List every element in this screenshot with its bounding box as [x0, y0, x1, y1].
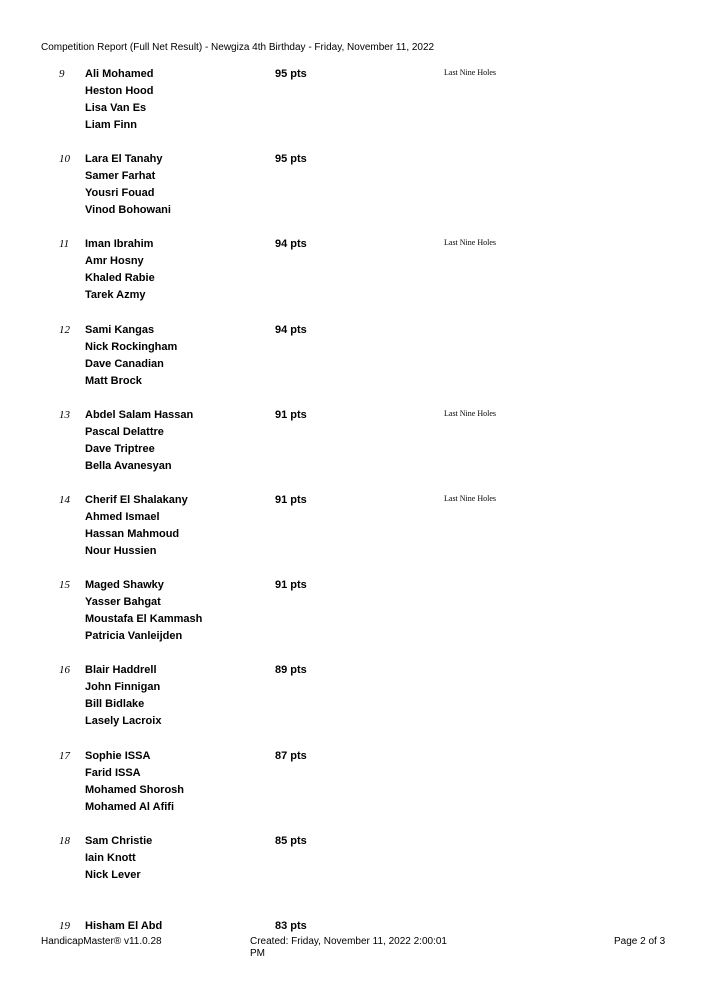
entry-points: 91 pts — [275, 408, 307, 421]
player-name: Patricia Vanleijden — [85, 630, 183, 643]
result-entry — [0, 236, 707, 321]
entry-points: 95 pts — [275, 153, 307, 166]
page-number: Page 2 of 3 — [614, 936, 666, 947]
entry-position: 9 — [59, 68, 65, 80]
team-players — [85, 151, 171, 219]
player-name: Tarek Azmy — [85, 289, 146, 302]
player-name: Farid ISSA — [85, 766, 141, 779]
tiebreak-note: Last Nine Holes — [444, 408, 496, 418]
player-name: Samer Farhat — [85, 170, 156, 183]
entry-position: 15 — [59, 579, 70, 592]
player-name: Abdel Salam Hassan — [85, 408, 194, 421]
player-name: Liam Finn — [85, 119, 137, 131]
player-name: Pascal Delattre — [85, 425, 164, 438]
tiebreak-note: Last Nine Holes — [444, 68, 496, 77]
team-players — [85, 407, 193, 475]
team-players — [85, 66, 153, 134]
entry-position: 16 — [59, 664, 70, 677]
player-name: Moustafa El Kammash — [85, 613, 203, 626]
player-name: Ahmed Ismael — [85, 510, 160, 523]
entry-points: 83 pts — [275, 919, 307, 932]
entry-position: 14 — [59, 493, 70, 506]
team-players — [85, 662, 161, 730]
team-players — [85, 492, 188, 560]
team-players — [85, 833, 152, 884]
player-name: Dave Triptree — [85, 442, 155, 455]
entry-position: 11 — [59, 238, 70, 251]
player-name: Cherif El Shalakany — [85, 493, 188, 506]
software-version: HandicapMaster® v11.0.28 — [41, 936, 162, 947]
result-entry — [0, 322, 707, 407]
player-name: Yousri Fouad — [85, 187, 155, 200]
player-name: Nick Rockingham — [85, 340, 178, 353]
player-name: Lisa Van Es — [85, 102, 147, 114]
player-name: Amr Hosny — [85, 255, 144, 268]
player-name: Sami Kangas — [85, 323, 155, 336]
entry-points: 94 pts — [275, 238, 307, 251]
player-name: Matt Brock — [85, 374, 142, 387]
entry-points: 95 pts — [275, 68, 307, 80]
player-name: Ali Mohamed — [85, 68, 154, 80]
team-players — [85, 322, 177, 390]
result-entry — [0, 748, 707, 833]
entry-position: 10 — [59, 153, 70, 166]
entry-points: 94 pts — [275, 323, 307, 336]
entry-points: 87 pts — [275, 749, 307, 762]
player-name: Bella Avanesyan — [85, 459, 172, 472]
results-list — [0, 66, 707, 1003]
player-name: Maged Shawky — [85, 579, 164, 592]
player-name: Mohamed Shorosh — [85, 783, 185, 796]
player-name: Nour Hussien — [85, 544, 157, 557]
result-entry — [0, 66, 707, 151]
player-name: Hassan Mahmoud — [85, 527, 180, 540]
team-players — [85, 918, 162, 935]
tiebreak-note: Last Nine Holes — [444, 238, 496, 248]
result-entry — [0, 577, 707, 662]
team-players — [85, 577, 202, 645]
player-name: Bill Bidlake — [85, 698, 145, 711]
entry-position: 13 — [59, 408, 70, 421]
player-name: Vinod Bohowani — [85, 204, 171, 217]
player-name: Lara El Tanahy — [85, 153, 163, 166]
player-name: Yasser Bahgat — [85, 596, 161, 609]
report-title: Competition Report (Full Net Result) - Newgiza 4th Birthday - Friday, November 11, 2022 — [41, 42, 435, 53]
result-entry — [0, 918, 707, 1003]
entry-points: 91 pts — [275, 493, 307, 506]
player-name: Iman Ibrahim — [85, 238, 154, 251]
result-entry — [0, 833, 707, 918]
team-players — [85, 236, 155, 304]
result-entry — [0, 407, 707, 492]
player-name: Iain Knott — [85, 851, 136, 864]
created-timestamp: Created: Friday, November 11, 2022 2:00:01 PM — [250, 936, 447, 959]
player-name: Nick Lever — [85, 868, 141, 881]
entry-points: 91 pts — [275, 579, 307, 592]
entry-position: 17 — [59, 749, 70, 762]
result-entry — [0, 662, 707, 747]
player-name: Lasely Lacroix — [85, 715, 162, 728]
player-name: Heston Hood — [85, 85, 154, 97]
entry-points: 85 pts — [275, 834, 307, 847]
entry-position: 18 — [59, 834, 70, 847]
result-entry — [0, 151, 707, 236]
result-entry — [0, 492, 707, 577]
entry-points: 89 pts — [275, 664, 307, 677]
player-name: Sam Christie — [85, 834, 153, 847]
player-name: Sophie ISSA — [85, 749, 151, 762]
player-name: Mohamed Al Afifi — [85, 800, 175, 813]
entry-position: 12 — [59, 323, 70, 336]
tiebreak-note: Last Nine Holes — [444, 493, 496, 503]
player-name: Blair Haddrell — [85, 664, 157, 677]
team-players — [85, 748, 184, 816]
player-name: Khaled Rabie — [85, 272, 155, 285]
player-name: John Finnigan — [85, 681, 161, 694]
entry-position: 19 — [59, 919, 70, 932]
player-name: Hisham El Abd — [85, 919, 163, 932]
player-name: Dave Canadian — [85, 357, 164, 370]
